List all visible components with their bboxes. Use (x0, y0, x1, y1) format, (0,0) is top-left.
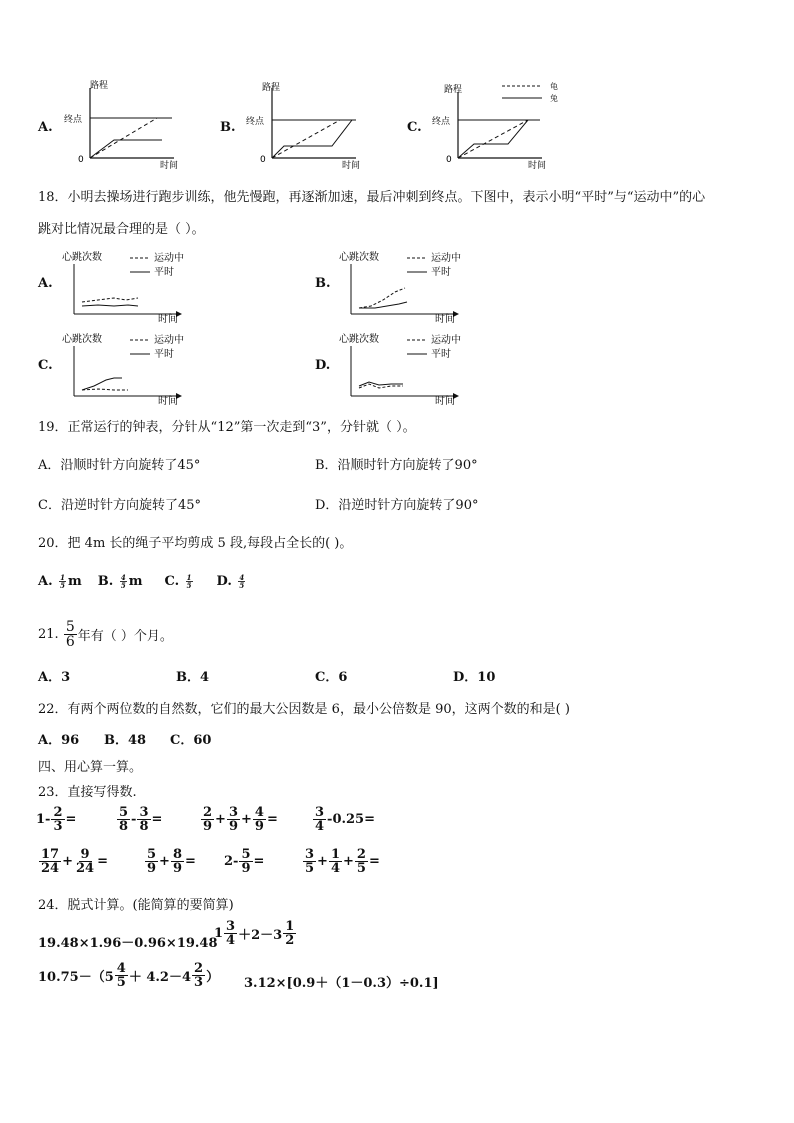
q21-fraction: $\frac{5}{6}$ (65, 619, 75, 650)
q18-c-y-label: 心跳次数 (62, 334, 102, 345)
q20-option-b[interactable] (98, 574, 143, 589)
q18-d-x-label: 时间 (435, 396, 455, 406)
q21-option-d[interactable]: D．10 (453, 670, 496, 685)
q18-chart-c (58, 330, 208, 406)
q20-b-fraction: $\frac{4}{5}$ (120, 573, 126, 590)
q20-option-d[interactable] (217, 574, 248, 589)
section-4-heading: 四、用心算一算。 (38, 760, 143, 775)
q24-expr-2: 1 $\frac{3}{4}$ ＋2－3 $\frac{1}{2}$ (214, 919, 295, 948)
q17-a-y-axis-label: 路程 (90, 81, 109, 91)
q23-expr-6: $\frac{5}{9}$ + $\frac{8}{9}$ = (147, 847, 196, 876)
q18-option-c-label: C. (38, 358, 53, 373)
q18-option-b-label: B. (315, 276, 331, 291)
q18-b-x-label: 时间 (435, 314, 455, 324)
q17-b-finish-label: 终点 (246, 117, 265, 127)
q18-a-legend-dashed: 运动中 (154, 253, 184, 264)
q20-a-label: A. (38, 574, 53, 589)
q17-c-finish-label: 终点 (432, 117, 451, 127)
q21-text (38, 620, 173, 649)
q17-graph-a (62, 78, 182, 170)
q18-option-a-label: A. (38, 276, 53, 291)
q22-option-b[interactable]: B．48 (104, 733, 147, 748)
q18-chart-d (335, 330, 485, 406)
q21-option-b[interactable]: B．4 (176, 670, 210, 685)
q21-option-a[interactable]: A．3 (38, 670, 71, 685)
q17-graph-c (430, 78, 570, 170)
q17-b-y-axis-label: 路程 (262, 83, 281, 93)
q21-number: 21. (38, 627, 59, 642)
q18-text-line1: 18．小明去操场进行跑步训练，他先慢跑，再逐渐加速，最后冲刺到终点。下图中，表示小明“平时”与“运动中”的心 (38, 190, 706, 205)
q20-a-fraction: $\frac{1}{5}$ (60, 573, 66, 590)
q17-option-b-label: B. (220, 120, 236, 135)
q18-chart-a (58, 248, 208, 324)
q17-c-origin: 0 (446, 155, 452, 165)
q20-b-unit: m (128, 574, 143, 589)
q18-d-y-label: 心跳次数 (339, 334, 379, 345)
q17-b-x-axis-label: 时间 (342, 161, 361, 170)
q20-a-unit: m (68, 574, 82, 589)
q17-a-origin: 0 (78, 155, 84, 165)
q20-options (38, 574, 247, 589)
q18-text-line2: 跳对比情况最合理的是（ ）。 (38, 222, 205, 237)
q19-option-b[interactable]: B．沿顺时针方向旋转了90° (315, 458, 478, 473)
q18-d-legend-dashed: 运动中 (431, 335, 461, 346)
q19-option-a[interactable]: A．沿顺时针方向旋转了45° (38, 458, 201, 473)
q20-d-fraction: $\frac{4}{5}$ (239, 573, 245, 590)
q18-a-y-label: 心跳次数 (62, 252, 102, 263)
q17-b-origin: 0 (260, 155, 266, 165)
q23-text: 23．直接写得数. (38, 785, 137, 800)
q18-option-d-label: D. (315, 358, 331, 373)
q24-expr-3: 10.75－（5 $\frac{4}{5}$ ＋ 4.2－4 $\frac{2}{3}$ ） (38, 961, 220, 990)
q21-suffix: 年有（ ）个月。 (77, 629, 173, 644)
q23-expr-4: $\frac{3}{4}$ -0.25= (315, 805, 375, 834)
q23-expr-7: 2- $\frac{5}{9}$ = (224, 847, 265, 876)
q17-a-x-axis-label: 时间 (160, 161, 179, 170)
q17-a-finish-label: 终点 (64, 115, 83, 125)
q24-text: 24．脱式计算。(能简算的要简算) (38, 898, 234, 913)
q17-c-legend-solid: 兔 (550, 94, 558, 103)
q17-c-legend-dashed: 龟 (550, 82, 558, 91)
q17-c-x-axis-label: 时间 (528, 161, 547, 170)
q20-option-a[interactable] (38, 574, 82, 589)
q20-b-label: B. (97, 574, 114, 589)
q24-expr-4: 3.12×[0.9＋（1－0.3）÷0.1] (244, 976, 439, 991)
q20-text: 20．把 4m 长的绳子平均剪成 5 段,每段占全长的( )。 (38, 536, 353, 551)
q18-a-x-label: 时间 (158, 314, 178, 324)
q17-option-a-label: A. (38, 120, 53, 135)
q20-d-label: D. (216, 574, 232, 589)
q22-text: 22．有两个两位数的自然数，它们的最大公因数是 6，最小公倍数是 90，这两个数的和是( ) (38, 702, 570, 717)
q17-option-c-label: C. (407, 120, 422, 135)
q18-d-legend-solid: 平时 (431, 349, 451, 360)
q21-option-c[interactable]: C．6 (315, 670, 348, 685)
q19-text: 19．正常运行的钟表，分针从“12”第一次走到“3”，分针就（ ）。 (38, 420, 416, 435)
q18-c-legend-dashed: 运动中 (154, 335, 184, 346)
q19-option-d[interactable]: D．沿逆时针方向旋转了90° (315, 498, 479, 513)
q18-b-y-label: 心跳次数 (339, 252, 379, 263)
q18-c-legend-solid: 平时 (154, 349, 174, 360)
q23-expr-5: $\frac{17}{24}$ + $\frac{9}{24}$ = (41, 847, 108, 876)
q18-b-legend-solid: 平时 (431, 267, 451, 278)
q23-expr-3: $\frac{2}{9}$ + $\frac{3}{9}$ + $\frac{4}{9}$ = (203, 805, 278, 834)
q20-c-label: C. (164, 574, 180, 589)
q20-c-fraction: $\frac{1}{5}$ (186, 573, 192, 590)
q22-option-c[interactable]: C．60 (170, 733, 212, 748)
q19-option-c[interactable]: C．沿逆时针方向旋转了45° (38, 498, 201, 513)
q18-c-x-label: 时间 (158, 396, 178, 406)
q18-chart-b (335, 248, 485, 324)
q17-graph-b (244, 78, 364, 170)
q18-a-legend-solid: 平时 (154, 267, 174, 278)
q24-expr-1: 19.48×1.96－0.96×19.48 (38, 936, 218, 951)
q23-expr-8: $\frac{3}{5}$ + $\frac{1}{4}$ + $\frac{2}{5}$ = (305, 847, 380, 876)
q23-expr-1: 1- $\frac{2}{3}$ = (36, 805, 77, 834)
q22-option-a[interactable]: A．96 (38, 733, 80, 748)
q20-option-c[interactable] (164, 574, 194, 589)
q17-c-y-axis-label: 路程 (444, 85, 463, 95)
q18-b-legend-dashed: 运动中 (431, 253, 461, 264)
q23-expr-2: $\frac{5}{8}$ - $\frac{3}{8}$ = (119, 805, 163, 834)
